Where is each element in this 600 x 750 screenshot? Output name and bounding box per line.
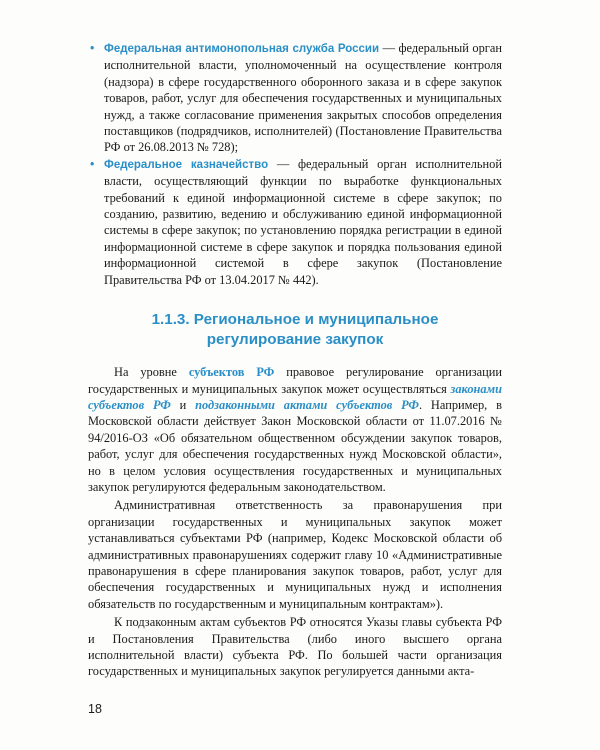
list-item-term: Федеральная антимонопольная служба России — [104, 43, 380, 55]
list-item-text: — федеральный орган исполнительной власти, осуществляющий функции по выработке функциональных требований к единой информационной системе в сфере закупок; по созданию, развитию, ведению и обслуживанию единой информационной системы в сфере закупок; по установлению порядка регистрации в единой информационной системе в сфере закупок и порядка пользования единой информационной системой в сфере закупок (Постановление Правительства РФ от 13.04.2017 № 442). — [104, 156, 502, 287]
highlight-bylaws: подзаконными актами субъектов РФ — [195, 397, 419, 412]
page-content — [88, 40, 502, 680]
list-item — [88, 40, 502, 156]
text-run: На уровне — [114, 365, 189, 380]
section-heading — [88, 310, 502, 350]
bullet-icon: • — [90, 41, 95, 55]
text-run: и — [170, 397, 196, 412]
paragraph-2: Административная ответственность за правонарушения при организации государственных и муниципальных закупок может устанавливаться субъектами РФ (например, Кодекс Московской области об административных правонарушениях содержит главу 10 «Административные правонарушения в сфере планирования закупок товаров, работ, услуг для обеспечения государственных и муниципальных нужд и исполнения обязательств по государственным и муниципальным контрактам»). — [88, 498, 502, 611]
authority-list — [88, 40, 502, 288]
list-item-term: Федеральное казначейство — [104, 158, 269, 171]
section-heading-line-2: регулирование закупок — [206, 331, 384, 349]
text-run: правовое регулирование организации государственных и муниципальных закупок может осуществляться — [88, 365, 503, 396]
text-run: . Например, в Московской области действует Закон Московской области от 11.07.2016 № 94/2016-ОЗ «Об обязательном общественном обсуждении закупок товаров, работ, услуг для обеспечения государственных нужд Московской области», но в целом условия осуществления государственных и муниципальных закупок регулируются федеральным законодательством. — [88, 397, 502, 494]
list-item-text: — федеральный орган исполнительной власти, уполномоченный на осуществление контроля (надзора) в сфере государственного оборонного заказа и в сфере закупок товаров, работ, услуг для обеспечения государственных и муниципальных нужд, а также согласование применения закрытых способов определения поставщиков (подрядчиков, исполнителей) (Постановление Правительства РФ от 26.08.2013 № 728); — [104, 41, 502, 155]
list-item — [88, 156, 502, 288]
bullet-icon: • — [90, 156, 95, 171]
highlight-laws: законами субъектов РФ — [88, 381, 502, 412]
highlight-subjects: субъектов РФ — [188, 365, 275, 380]
paragraph-3: К подзаконным актам субъектов РФ относятся Указы главы субъекта РФ и Постановления Правительства (либо иного высшего органа исполнительной власти) субъекта РФ. По большей части организация государственных и муниципальных закупок регулируется данными акта- — [88, 615, 502, 679]
paragraph-1 — [88, 364, 502, 495]
section-heading-line-1: 1.1.3. Региональное и муниципальное — [151, 311, 439, 329]
page-number: 18 — [88, 702, 102, 716]
